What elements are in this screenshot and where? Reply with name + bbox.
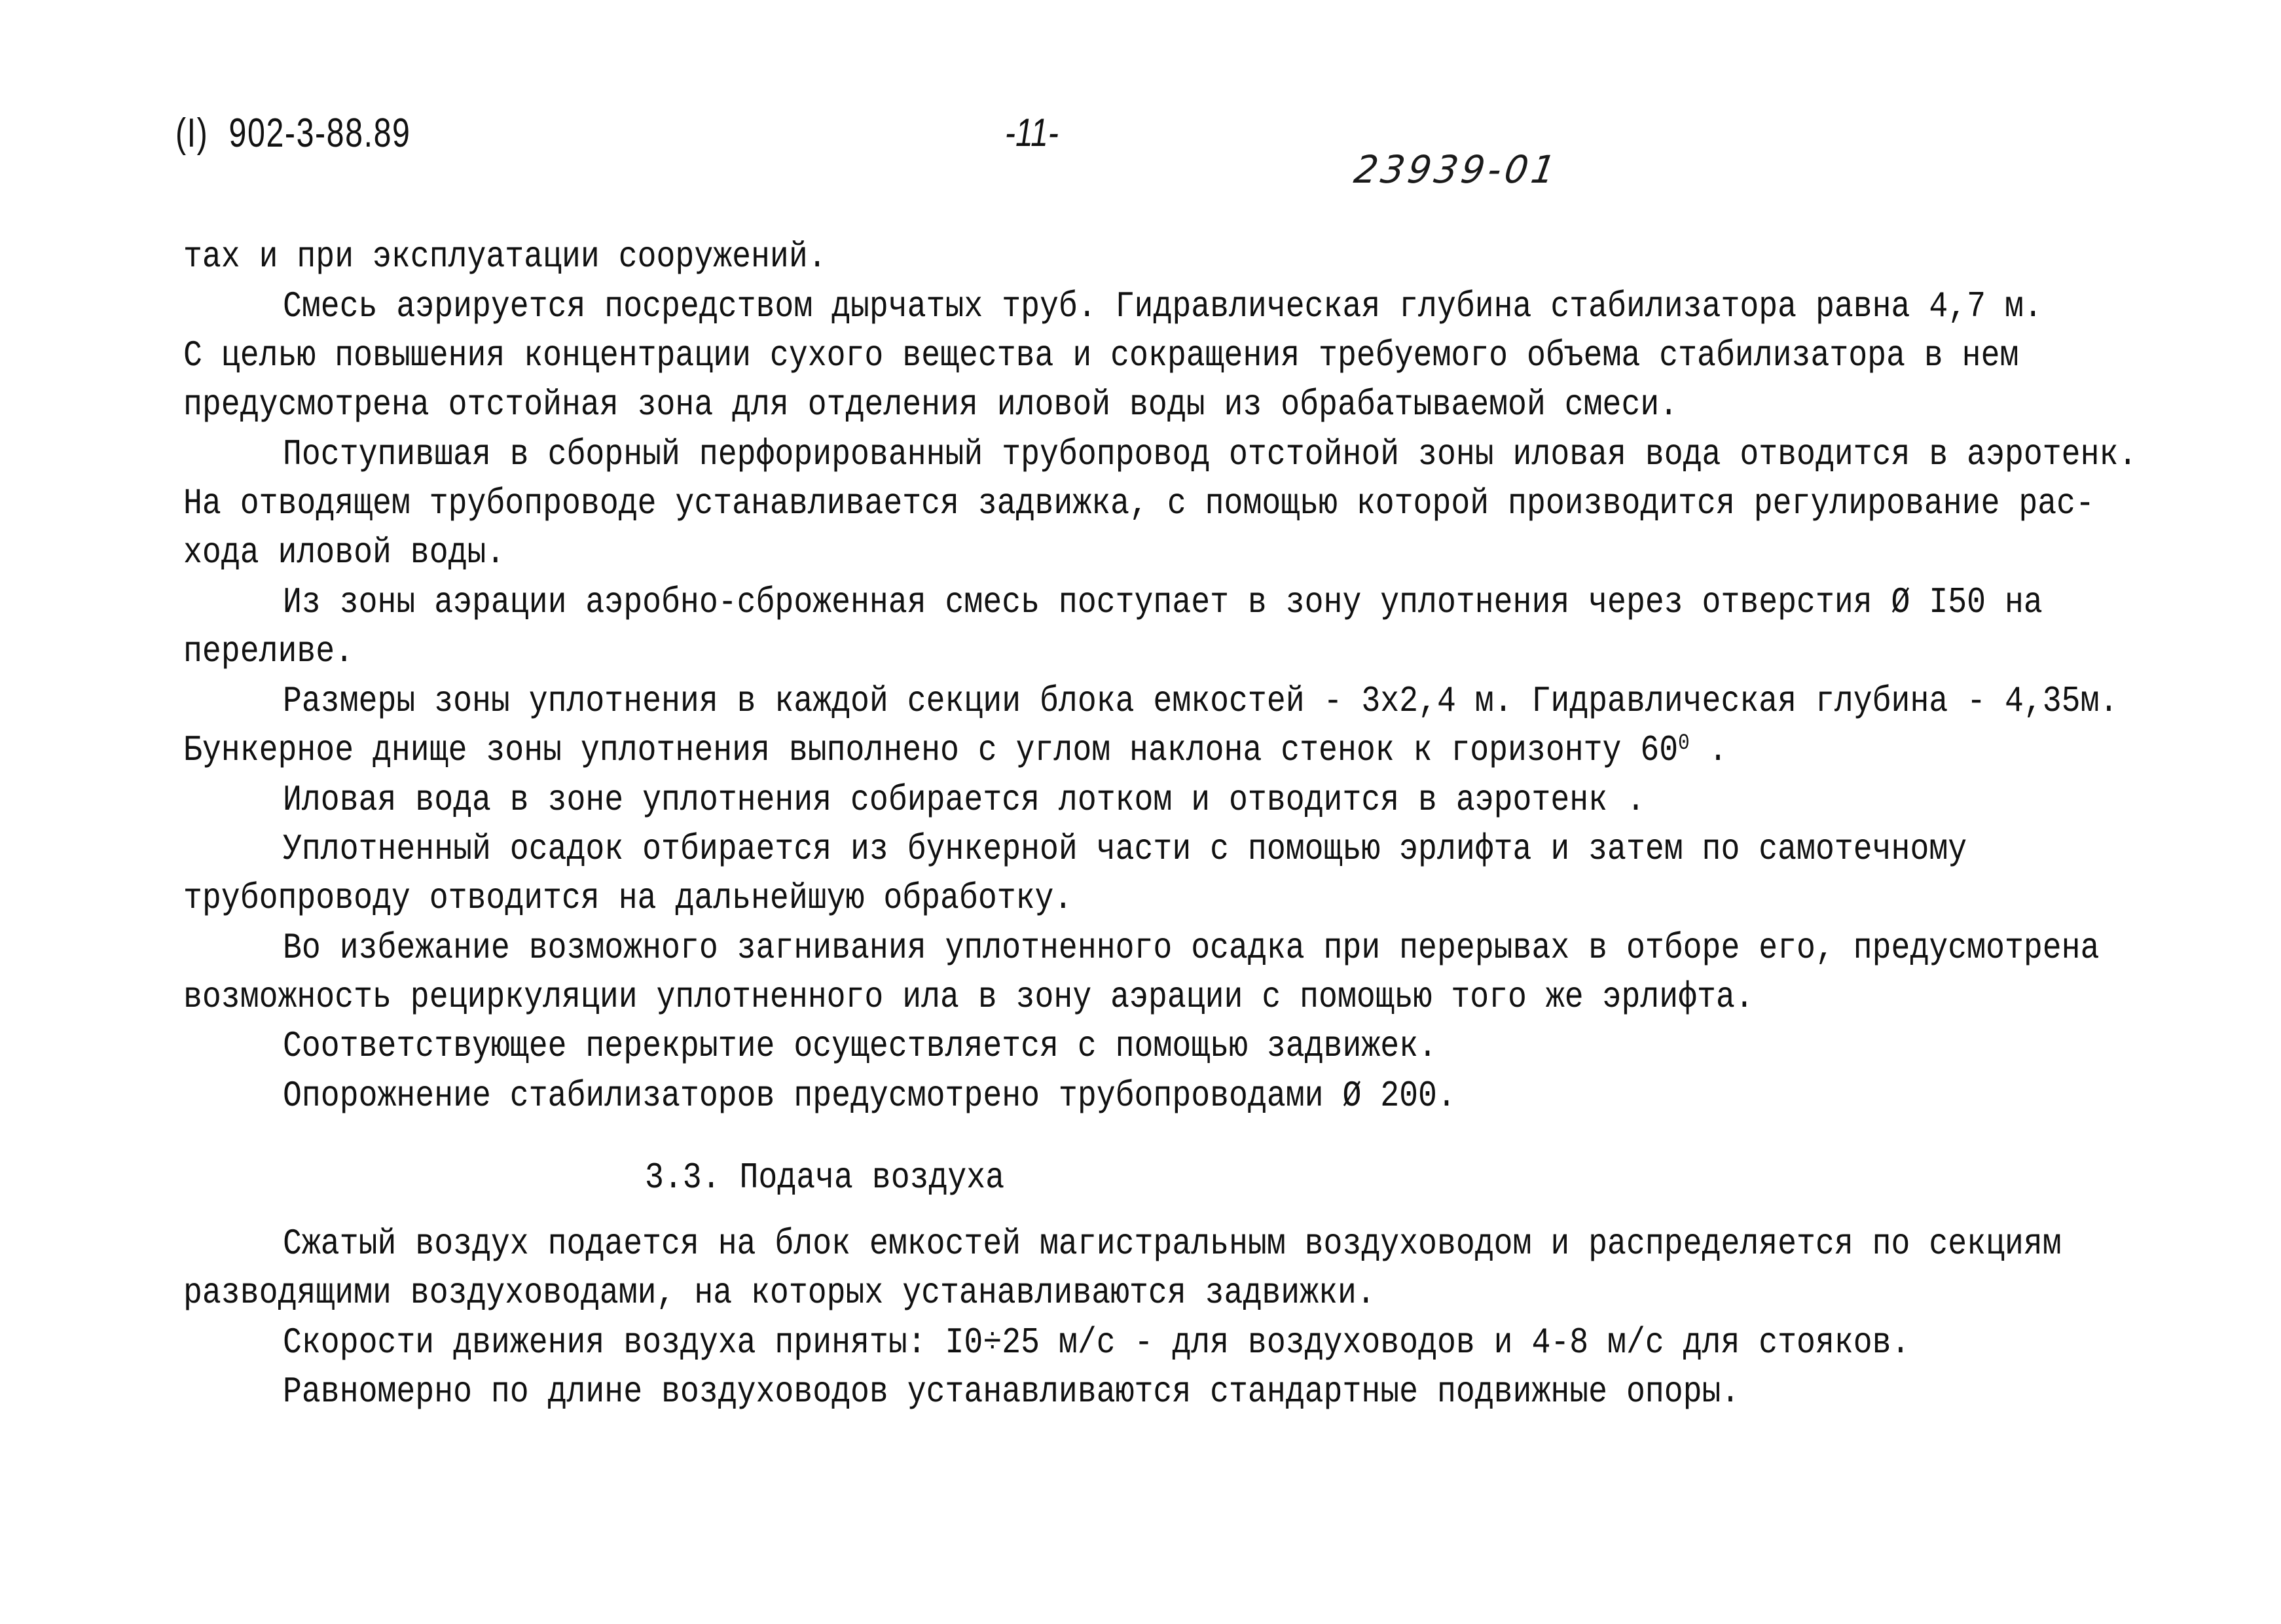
body-line: Во избежание возможного загнивания уплотненного осадка при перерывах в отборе его, предусмотрена xyxy=(283,927,2100,969)
degree-superscript: 0 xyxy=(1678,731,1690,756)
section-heading: 3.3. Подача воздуха xyxy=(645,1157,1005,1199)
body-line: Из зоны аэрации аэробно-сброженная смесь поступает в зону уплотнения через отверстия Ø I50 на xyxy=(283,581,2043,623)
body-line: хода иловой воды. xyxy=(183,532,505,573)
page-number: -11- xyxy=(1005,111,1059,154)
document-code: 902-3-88.89 xyxy=(228,111,411,156)
body-line: С целью повышения концентрации сухого вещества и сокращения требуемого объема стабилизатора в нем xyxy=(183,334,2019,376)
body-line: Поступившая в сборный перфорированный трубопровод отстойной зоны иловая вода отводится в аэротенк. xyxy=(283,433,2138,475)
section-line: Равномерно по длине воздуховодов устанавливаются стандартные подвижные опоры. xyxy=(283,1371,1740,1413)
section-line: разводящими воздуховодами, на которых устанавливаются задвижки. xyxy=(183,1272,1376,1314)
body-line: Соответствующее перекрытие осуществляется с помощью задвижек. xyxy=(283,1025,1437,1067)
body-line: трубопроводу отводится на дальнейшую обработку. xyxy=(183,877,1073,919)
body-line: Опорожнение стабилизаторов предусмотрено трубопроводами Ø 200. xyxy=(283,1075,1456,1117)
body-line-text: Бункерное днище зоны уплотнения выполнено с углом наклона стенок к горизонту 60 xyxy=(183,729,1679,771)
body-line: На отводящем трубопроводе устанавливается задвижка, с помощью которой производится регулирование рас- xyxy=(183,482,2094,524)
body-line: Размеры зоны уплотнения в каждой секции блока емкостей - 3х2,4 м. Гидравлическая глубина - 4,35м. xyxy=(283,680,2119,722)
body-line: Уплотненный осадок отбирается из бункерной части с помощью эрлифта и затем по самотечному xyxy=(283,828,1967,870)
body-line-tail: . xyxy=(1689,729,1728,771)
section-line: Сжатый воздух подается на блок емкостей магистральным воздуховодом и распределяется по секциям xyxy=(283,1223,2062,1265)
body-line: предусмотрена отстойная зона для отделения иловой воды из обрабатываемой смеси. xyxy=(183,384,1679,425)
document-code-header xyxy=(175,110,411,156)
body-line xyxy=(183,729,1728,771)
body-line: тах и при эксплуатации сооружений. xyxy=(183,236,827,278)
section-line: Скорости движения воздуха приняты: I0÷25 м/с - для воздуховодов и 4-8 м/с для стояков. xyxy=(283,1322,1910,1363)
handwritten-stamp-number: 23939-01 xyxy=(1351,147,1562,192)
document-part-marker: (I) xyxy=(175,111,209,156)
body-line: Иловая вода в зоне уплотнения собирается лотком и отводится в аэротенк . xyxy=(283,779,1645,821)
body-line: возможность рециркуляции уплотненного ила в зону аэрации с помощью того же эрлифта. xyxy=(183,976,1754,1018)
body-line: Смесь аэрируется посредством дырчатых труб. Гидравлическая глубина стабилизатора равна 4,7 м. xyxy=(283,285,2043,327)
body-line: переливе. xyxy=(183,630,354,672)
